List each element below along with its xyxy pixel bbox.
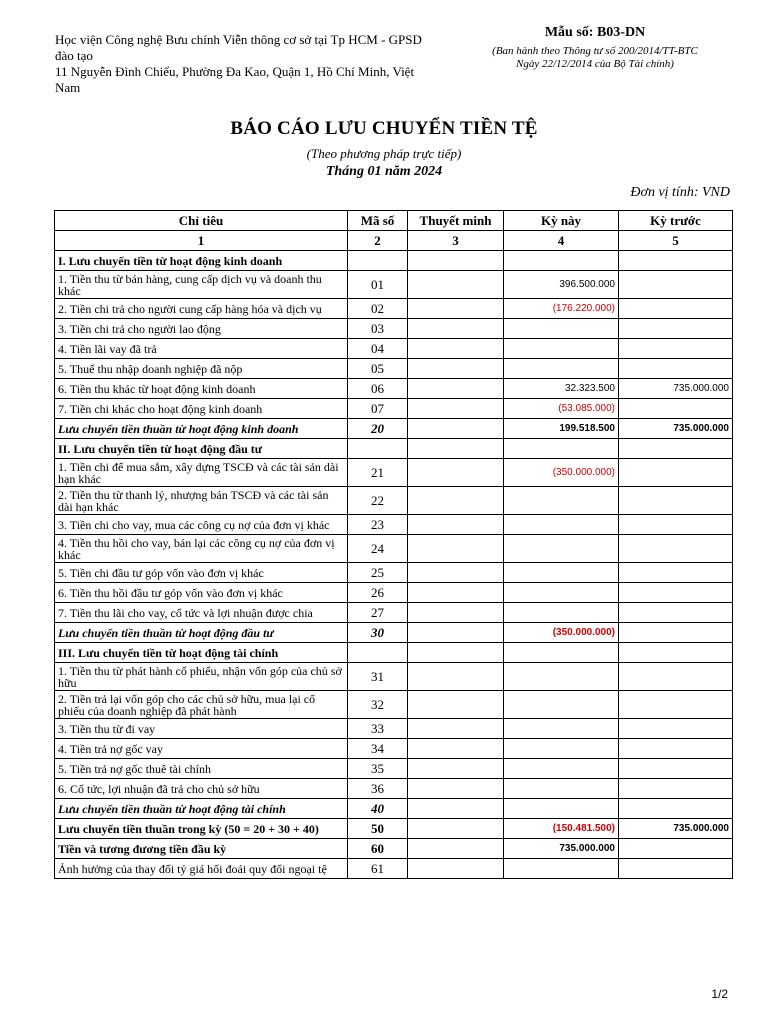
row-label: 5. Tiền chi đầu tư góp vốn vào đơn vị khác	[55, 563, 348, 583]
row-current-value	[504, 779, 619, 799]
table-row	[55, 563, 733, 583]
row-previous-value	[619, 859, 733, 879]
row-previous-value	[619, 487, 733, 515]
row-previous-value	[619, 623, 733, 643]
table-row	[55, 535, 733, 563]
row-notes	[408, 623, 504, 643]
row-current-value	[504, 359, 619, 379]
row-label: 1. Tiền thu từ bán hàng, cung cấp dịch vụ và doanh thu khác	[55, 271, 348, 299]
row-label: Lưu chuyển tiền thuần trong kỳ (50 = 20 + 30 + 40)	[55, 819, 348, 839]
row-current-value	[504, 439, 619, 459]
row-notes	[408, 439, 504, 459]
table-row	[55, 299, 733, 319]
row-code: 27	[348, 603, 408, 623]
row-label: III. Lưu chuyển tiền từ hoạt động tài chính	[55, 643, 348, 663]
index-col-4: 4	[504, 231, 619, 251]
row-label: Ảnh hưởng của thay đổi tỷ giá hối đoái quy đổi ngoại tệ	[55, 859, 348, 879]
row-notes	[408, 739, 504, 759]
row-current-value	[504, 799, 619, 819]
row-current-value: (150.481.500)	[504, 819, 619, 839]
table-row	[55, 759, 733, 779]
row-label: Lưu chuyển tiền thuần từ hoạt động đầu tư	[55, 623, 348, 643]
table-row	[55, 459, 733, 487]
header-current-period: Kỳ này	[504, 211, 619, 231]
row-label: 4. Tiền lãi vay đã trả	[55, 339, 348, 359]
row-code: 04	[348, 339, 408, 359]
row-current-value: 735.000.000	[504, 839, 619, 859]
section-row	[55, 251, 733, 271]
row-label: 7. Tiền thu lãi cho vay, cổ tức và lợi nhuận được chia	[55, 603, 348, 623]
row-code: 32	[348, 691, 408, 719]
row-notes	[408, 359, 504, 379]
row-notes	[408, 399, 504, 419]
row-current-value	[504, 515, 619, 535]
subtotal-row	[55, 819, 733, 839]
header-previous-period: Kỳ trước	[619, 211, 733, 231]
row-previous-value	[619, 535, 733, 563]
row-notes	[408, 251, 504, 271]
row-previous-value	[619, 643, 733, 663]
currency-unit: Đơn vị tính: VND	[630, 185, 730, 200]
row-notes	[408, 535, 504, 563]
row-previous-value	[619, 563, 733, 583]
row-previous-value	[619, 603, 733, 623]
row-previous-value: 735.000.000	[619, 819, 733, 839]
row-notes	[408, 603, 504, 623]
report-period: Tháng 01 năm 2024	[325, 164, 443, 179]
index-col-3: 3	[408, 231, 504, 251]
row-code: 50	[348, 819, 408, 839]
row-label: 7. Tiền chi khác cho hoạt động kinh doanh	[55, 399, 348, 419]
table-header-row	[55, 211, 733, 231]
row-code: 03	[348, 319, 408, 339]
row-current-value	[504, 535, 619, 563]
row-label: 1. Tiền chi để mua sắm, xây dựng TSCĐ và các tài sản dài hạn khác	[55, 459, 348, 487]
row-current-value	[504, 487, 619, 515]
report-subtitle: (Theo phương pháp trực tiếp)	[306, 146, 462, 161]
row-code	[348, 251, 408, 271]
row-previous-value: 735.000.000	[619, 419, 733, 439]
row-notes	[408, 799, 504, 819]
table-row	[55, 515, 733, 535]
row-current-value: (350.000.000)	[504, 459, 619, 487]
table-row	[55, 691, 733, 719]
subtotal-row	[55, 623, 733, 643]
table-row	[55, 779, 733, 799]
table-row	[55, 487, 733, 515]
form-note-line2: Ngày 22/12/2014 của Bộ Tài chính)	[516, 58, 674, 70]
row-previous-value	[619, 663, 733, 691]
report-title: BÁO CÁO LƯU CHUYỂN TIỀN TỆ	[230, 118, 538, 139]
row-code: 35	[348, 759, 408, 779]
table-row	[55, 603, 733, 623]
row-previous-value: 735.000.000	[619, 379, 733, 399]
header-notes: Thuyết minh	[408, 211, 504, 231]
row-code	[348, 439, 408, 459]
row-code: 34	[348, 739, 408, 759]
row-code: 20	[348, 419, 408, 439]
row-label: 4. Tiền thu hồi cho vay, bán lại các công cụ nợ của đơn vị khác	[55, 535, 348, 563]
org-name-line2: đào tạo	[55, 48, 93, 63]
row-code: 26	[348, 583, 408, 603]
row-current-value	[504, 583, 619, 603]
row-code: 06	[348, 379, 408, 399]
row-label: 5. Tiền trả nợ gốc thuê tài chính	[55, 759, 348, 779]
table-row	[55, 719, 733, 739]
row-notes	[408, 319, 504, 339]
row-notes	[408, 339, 504, 359]
row-previous-value	[619, 799, 733, 819]
row-label: 6. Tiền thu khác từ hoạt động kinh doanh	[55, 379, 348, 399]
row-code: 05	[348, 359, 408, 379]
row-previous-value	[619, 583, 733, 603]
row-code: 40	[348, 799, 408, 819]
row-notes	[408, 299, 504, 319]
row-notes	[408, 643, 504, 663]
row-code: 31	[348, 663, 408, 691]
table-row	[55, 339, 733, 359]
row-notes	[408, 691, 504, 719]
row-previous-value	[619, 515, 733, 535]
row-notes	[408, 663, 504, 691]
row-current-value: (53.085.000)	[504, 399, 619, 419]
row-code: 61	[348, 859, 408, 879]
table-index-row	[55, 231, 733, 251]
row-previous-value	[619, 319, 733, 339]
index-col-2: 2	[348, 231, 408, 251]
table-row	[55, 399, 733, 419]
row-previous-value	[619, 719, 733, 739]
row-notes	[408, 379, 504, 399]
form-note-line1: (Ban hành theo Thông tư số 200/2014/TT-BTC	[492, 45, 698, 57]
subtotal-row	[55, 839, 733, 859]
section-row	[55, 643, 733, 663]
row-code	[348, 643, 408, 663]
row-notes	[408, 583, 504, 603]
row-label: 5. Thuế thu nhập doanh nghiệp đã nộp	[55, 359, 348, 379]
row-label: 2. Tiền thu từ thanh lý, nhượng bán TSCĐ và các tài sản dài hạn khác	[55, 487, 348, 515]
org-address-line1: 11 Nguyễn Đình Chiểu, Phường Đa Kao, Quận 1, Hồ Chí Minh, Việt	[55, 64, 415, 79]
row-previous-value	[619, 691, 733, 719]
row-notes	[408, 563, 504, 583]
row-notes	[408, 719, 504, 739]
org-address-line2: Nam	[55, 80, 81, 95]
row-code: 25	[348, 563, 408, 583]
header-code: Mã số	[348, 211, 408, 231]
table-row	[55, 319, 733, 339]
row-previous-value	[619, 271, 733, 299]
row-label: 6. Tiền thu hồi đầu tư góp vốn vào đơn vị khác	[55, 583, 348, 603]
row-notes	[408, 859, 504, 879]
table-row	[55, 379, 733, 399]
subtotal-row	[55, 799, 733, 819]
row-previous-value	[619, 251, 733, 271]
row-current-value: 396.500.000	[504, 271, 619, 299]
row-current-value	[504, 251, 619, 271]
row-current-value: 32.323.500	[504, 379, 619, 399]
form-code: Mẫu số: B03-DN	[544, 25, 646, 40]
row-notes	[408, 419, 504, 439]
row-code: 02	[348, 299, 408, 319]
row-label: 1. Tiền thu từ phát hành cổ phiếu, nhận vốn góp của chủ sở hữu	[55, 663, 348, 691]
org-name-line1: Học viện Công nghệ Bưu chính Viễn thông cơ sở tại Tp HCM - GPSD	[55, 32, 422, 47]
page-number: 1/2	[711, 987, 728, 1001]
row-previous-value	[619, 359, 733, 379]
table-row	[55, 583, 733, 603]
form-info	[440, 24, 750, 71]
row-code: 07	[348, 399, 408, 419]
table-row	[55, 859, 733, 879]
row-current-value	[504, 643, 619, 663]
row-label: 2. Tiền trả lại vốn góp cho các chủ sở hữu, mua lại cổ phiếu của doanh nghiệp đã phát hành	[55, 691, 348, 719]
row-notes	[408, 459, 504, 487]
section-row	[55, 439, 733, 459]
row-current-value	[504, 603, 619, 623]
row-code: 30	[348, 623, 408, 643]
row-previous-value	[619, 459, 733, 487]
row-code: 22	[348, 487, 408, 515]
row-previous-value	[619, 779, 733, 799]
row-notes	[408, 759, 504, 779]
row-notes	[408, 271, 504, 299]
table-row	[55, 663, 733, 691]
row-current-value	[504, 339, 619, 359]
row-code: 21	[348, 459, 408, 487]
row-label: 4. Tiền trả nợ gốc vay	[55, 739, 348, 759]
row-current-value	[504, 739, 619, 759]
row-current-value	[504, 563, 619, 583]
row-previous-value	[619, 839, 733, 859]
row-notes	[408, 779, 504, 799]
index-col-5: 5	[619, 231, 733, 251]
subtotal-row	[55, 419, 733, 439]
row-label: 3. Tiền chi cho vay, mua các công cụ nợ của đơn vị khác	[55, 515, 348, 535]
row-label: I. Lưu chuyển tiền từ hoạt động kinh doanh	[55, 251, 348, 271]
row-current-value	[504, 859, 619, 879]
row-code: 23	[348, 515, 408, 535]
row-previous-value	[619, 439, 733, 459]
row-code: 60	[348, 839, 408, 859]
header-indicator: Chỉ tiêu	[55, 211, 348, 231]
row-previous-value	[619, 739, 733, 759]
organization-info	[55, 32, 455, 96]
row-notes	[408, 487, 504, 515]
row-current-value	[504, 319, 619, 339]
row-code: 01	[348, 271, 408, 299]
row-label: Lưu chuyển tiền thuần từ hoạt động tài chính	[55, 799, 348, 819]
row-previous-value	[619, 759, 733, 779]
row-notes	[408, 819, 504, 839]
row-notes	[408, 515, 504, 535]
row-code: 33	[348, 719, 408, 739]
cash-flow-table	[54, 210, 733, 879]
row-label: 3. Tiền chi trả cho người lao động	[55, 319, 348, 339]
row-label: 3. Tiền thu từ đi vay	[55, 719, 348, 739]
row-current-value: (176.220.000)	[504, 299, 619, 319]
row-current-value: 199.518.500	[504, 419, 619, 439]
row-current-value: (350.000.000)	[504, 623, 619, 643]
row-previous-value	[619, 339, 733, 359]
row-label: Tiền và tương đương tiền đầu kỳ	[55, 839, 348, 859]
index-col-1: 1	[55, 231, 348, 251]
row-label: II. Lưu chuyển tiền từ hoạt động đầu tư	[55, 439, 348, 459]
row-code: 36	[348, 779, 408, 799]
row-previous-value	[619, 399, 733, 419]
table-row	[55, 359, 733, 379]
row-current-value	[504, 759, 619, 779]
row-notes	[408, 839, 504, 859]
table-row	[55, 739, 733, 759]
table-body	[55, 251, 733, 879]
row-previous-value	[619, 299, 733, 319]
row-current-value	[504, 663, 619, 691]
table-row	[55, 271, 733, 299]
row-current-value	[504, 719, 619, 739]
row-label: 6. Cổ tức, lợi nhuận đã trả cho chủ sở hữu	[55, 779, 348, 799]
row-label: 2. Tiền chi trả cho người cung cấp hàng hóa và dịch vụ	[55, 299, 348, 319]
row-current-value	[504, 691, 619, 719]
row-label: Lưu chuyển tiền thuần từ hoạt động kinh doanh	[55, 419, 348, 439]
row-code: 24	[348, 535, 408, 563]
